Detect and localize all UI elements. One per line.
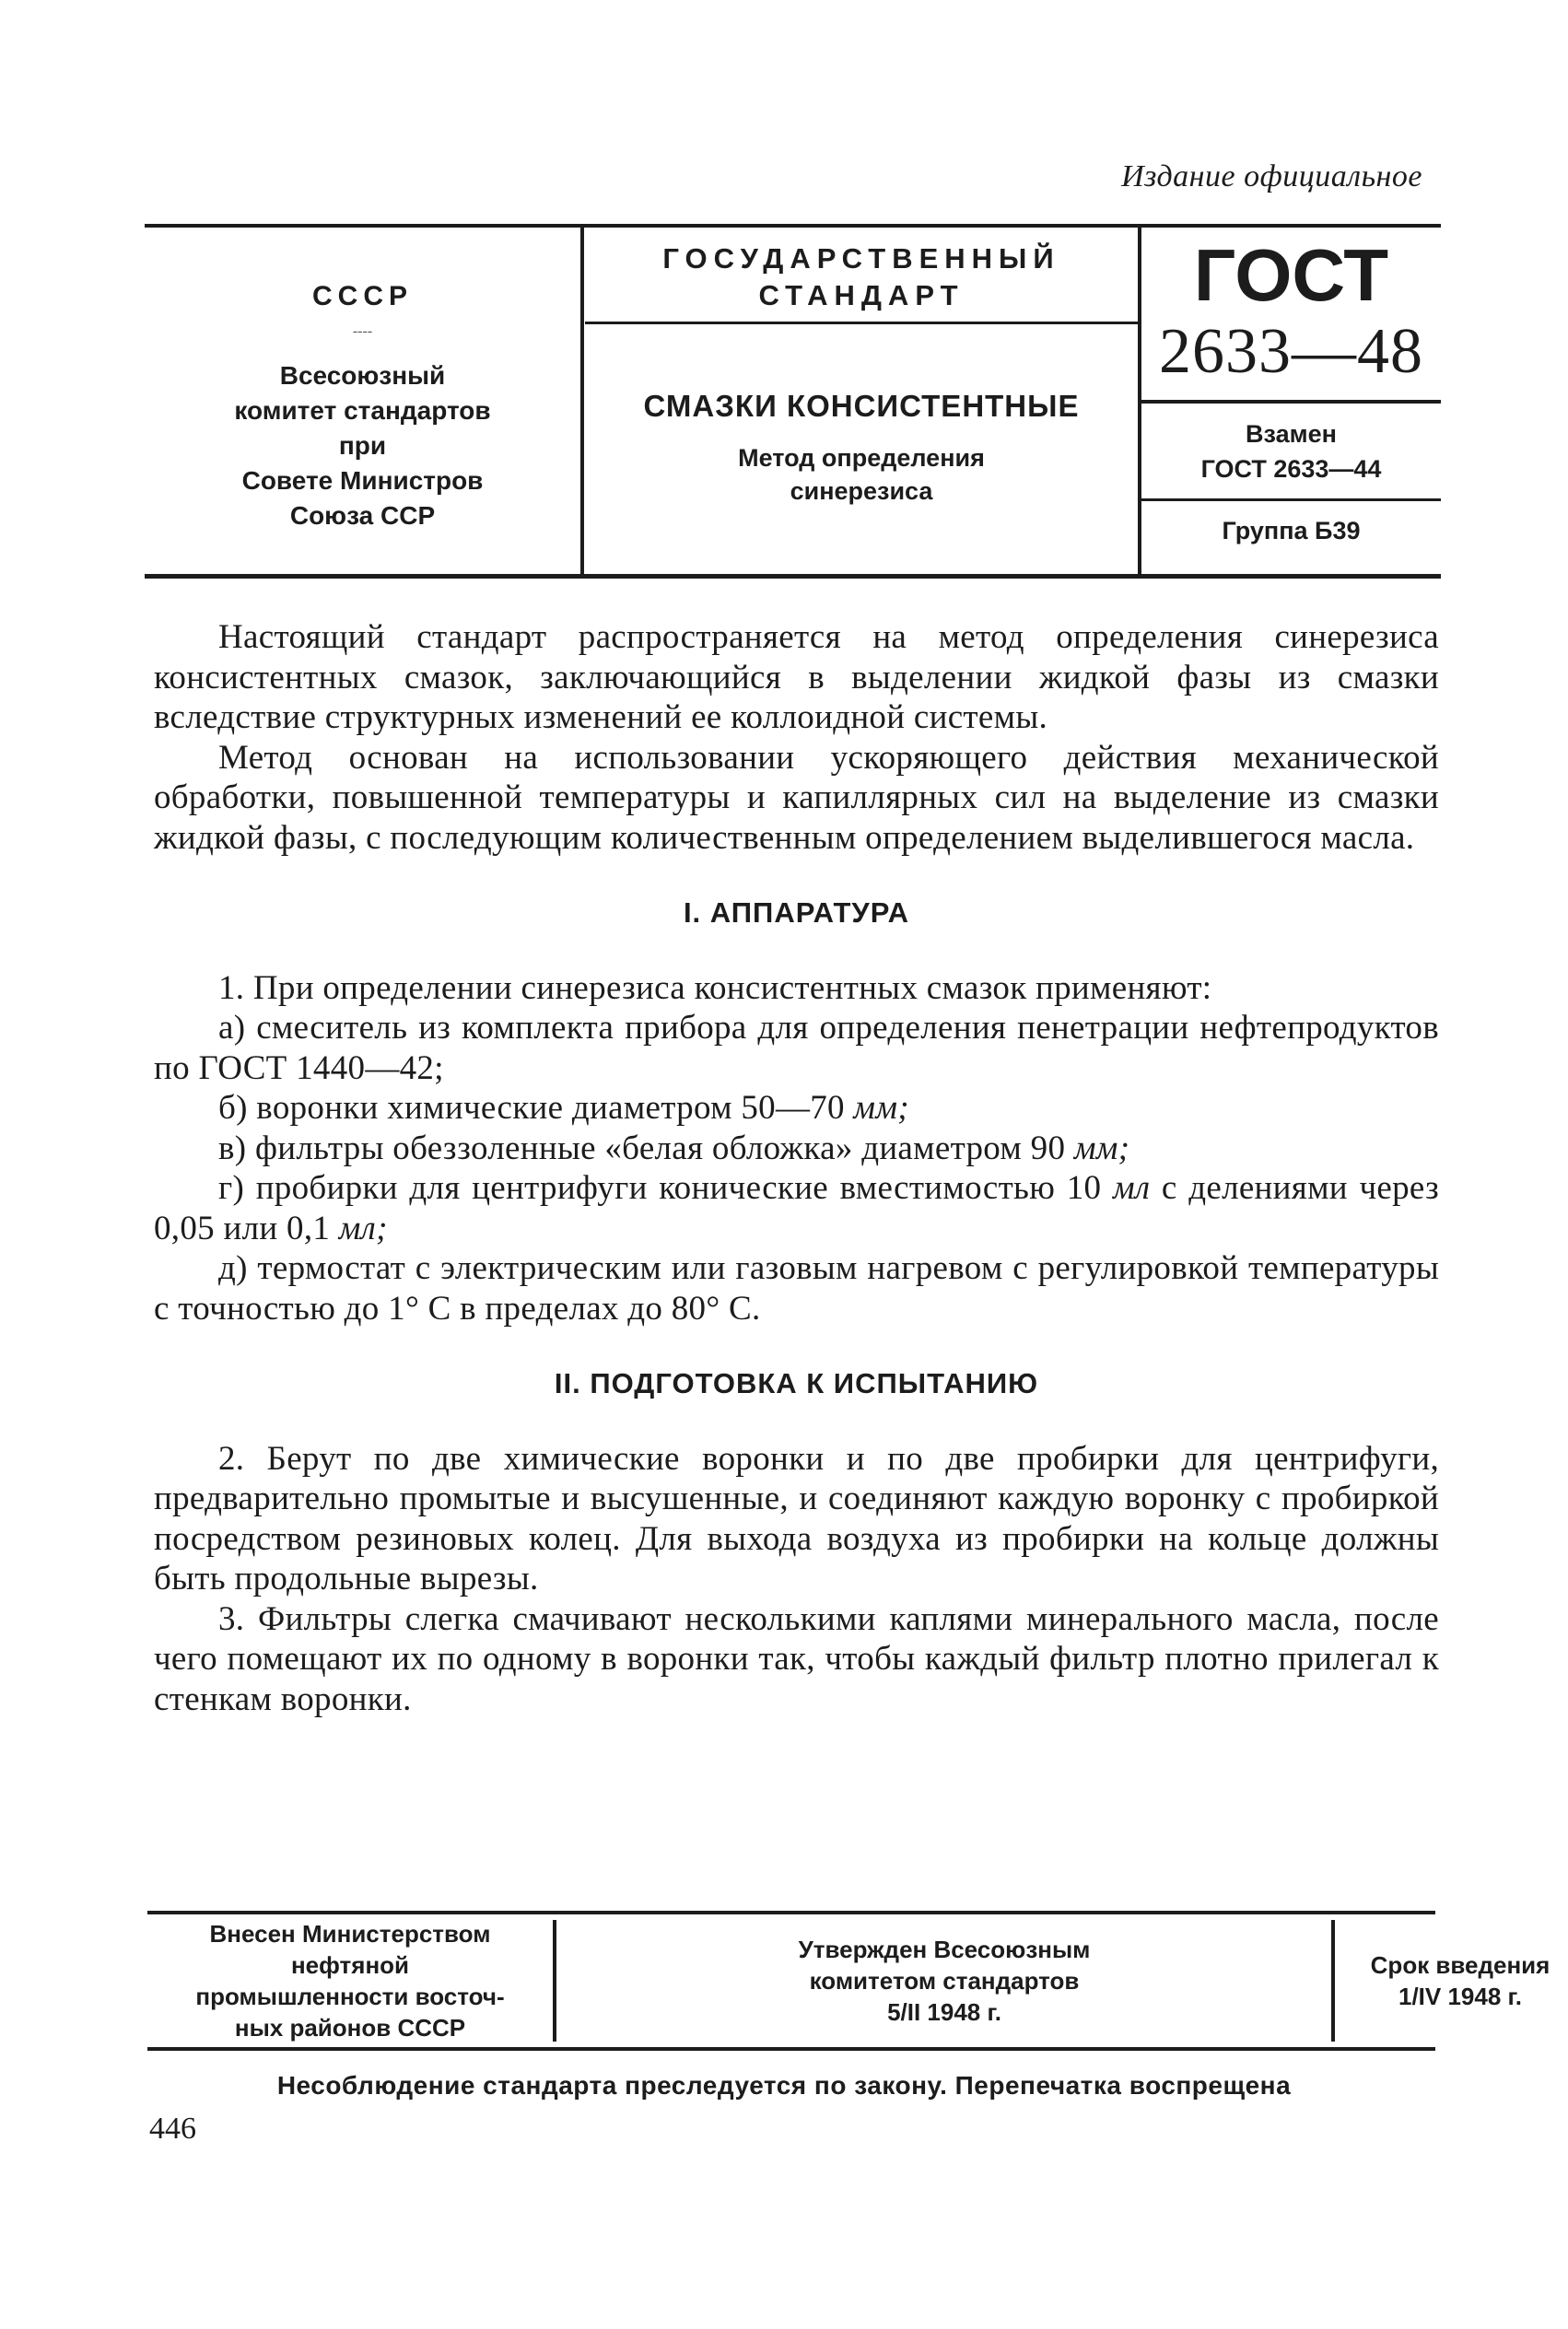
- committee-name: [145, 358, 580, 533]
- country-label: СССР: [311, 281, 413, 311]
- edition-label: Издание официальное: [1121, 159, 1422, 193]
- replaces-line: ГОСТ 2633—44: [1200, 455, 1382, 483]
- apparatus-item: [154, 1168, 1439, 1248]
- gost-label: ГОСТ: [1193, 234, 1389, 316]
- title-divider: [585, 322, 1138, 324]
- apparatus-item-text: б) воронки химические диаметром 50—70: [218, 1089, 854, 1127]
- effective-date-cell: [1336, 1914, 1568, 2047]
- designation-divider: [1141, 400, 1441, 404]
- apparatus-item-text: г) пробирки для центрифуги конические вместимостью 10: [218, 1169, 1113, 1207]
- effective-line: Срок введения: [1370, 1951, 1550, 1979]
- approved-line: комитетом стандартов: [809, 1967, 1080, 1995]
- introduced-line: нефтяной: [290, 1951, 410, 1979]
- standard-subject: СМАЗКИ КОНСИСТЕНТНЫЕ: [643, 389, 1080, 423]
- standard-type: [585, 240, 1138, 314]
- section-title: I. АППАРАТУРА: [683, 896, 910, 929]
- replaces-note: [1141, 416, 1441, 486]
- footer-divider: [1331, 1920, 1335, 2042]
- method-line: Метод определения: [738, 444, 985, 472]
- replaces-line: Взамен: [1246, 420, 1337, 448]
- unit-label: мл: [1112, 1169, 1151, 1207]
- committee-line: Союза ССР: [289, 501, 436, 530]
- approved-line: 5/II 1948 г.: [887, 1998, 1001, 2026]
- unit-label: мл;: [338, 1209, 388, 1247]
- group-code: Группа Б39: [1222, 517, 1361, 544]
- introduced-line: промышленности восточ-: [195, 1983, 505, 2010]
- apparatus-item-text: в) фильтры обеззоленные «белая обложка» диаметром 90: [218, 1129, 1074, 1167]
- page-number: 446: [149, 2112, 196, 2146]
- method-line: синерезиса: [790, 477, 933, 505]
- effective-line: 1/IV 1948 г.: [1398, 1983, 1522, 2010]
- standard-method: [585, 441, 1138, 508]
- intro-paragraph: Метод основан на использовании ускоряющего действия механической обработки, повышенной температуры и капиллярных сил на выделение из смазки жидкой фазы, с последующим количественным определением выделившегося масла.: [154, 738, 1439, 857]
- gost-number: 2633—48: [1159, 316, 1423, 387]
- committee-line: Совете Министров: [241, 466, 484, 495]
- standard-type-line: ГОСУДАРСТВЕННЫЙ: [662, 242, 1060, 275]
- footer-table: [147, 1911, 1550, 2051]
- apparatus-item: [154, 1088, 1439, 1129]
- committee-line: комитет стандартов: [234, 396, 491, 425]
- clause-1: 1. При определении синерезиса консистентных смазок применяют:: [218, 968, 1212, 1007]
- introduced-line: Внесен Министерством: [209, 1920, 491, 1948]
- issuer-cell: [145, 228, 580, 574]
- apparatus-item: [154, 1129, 1439, 1169]
- apparatus-item-text: с делениями через 0,05 или 0,1: [154, 1169, 1440, 1247]
- clause-2: 2. Берут по две химические воронки и по две пробирки для центрифуги, предварительно промытые и высушенные, и соединяют каждую воронку с пробиркой посредством резиновых колец. Для выхода воздуха из пробирки на кольце должны быть продольные вырезы.: [154, 1439, 1439, 1598]
- header-divider: [580, 228, 584, 574]
- standard-type-line: СТАНДАРТ: [758, 279, 965, 311]
- committee-line: Всесоюзный: [279, 361, 446, 390]
- document-body: [154, 617, 1439, 1719]
- introduced-by-cell: [147, 1914, 553, 2047]
- intro-paragraph: Настоящий стандарт распространяется на метод определения синерезиса консистентных смазок, заключающийся в выделении жидкой фазы из смазки вследствие структурных изменений ее коллоидной системы.: [154, 618, 1439, 736]
- section-title: II. ПОДГОТОВКА К ИСПЫТАНИЮ: [554, 1367, 1039, 1399]
- committee-line: при: [338, 431, 387, 460]
- clause-3: 3. Фильтры слегка смачивают несколькими каплями минерального масла, после чего помещают их по одному в воронки так, чтобы каждый фильтр плотно прилегал к стенкам воронки.: [154, 1599, 1439, 1718]
- footer-divider: [553, 1920, 556, 2042]
- approved-line: Утвержден Всесоюзным: [798, 1936, 1091, 1963]
- title-cell: [585, 228, 1138, 574]
- apparatus-item: а) смеситель из комплекта прибора для определения пенетрации нефтепродуктов по ГОСТ 1440—42;: [154, 1009, 1439, 1087]
- designation-divider: [1141, 498, 1441, 501]
- unit-label: мм;: [853, 1089, 909, 1127]
- unit-label: мм;: [1073, 1129, 1130, 1167]
- header-table: [145, 224, 1441, 579]
- apparatus-item: д) термостат с электрическим или газовым нагревом с регулировкой температуры с точностью до 1° С в пределах до 80° С.: [154, 1249, 1439, 1328]
- approved-by-cell: [557, 1914, 1331, 2047]
- introduced-line: ных районов СССР: [234, 2014, 466, 2042]
- separator-dash: ----: [352, 323, 373, 339]
- copyright-warning: Несоблюдение стандарта преследуется по закону. Перепечатка воспрещена: [276, 2071, 1292, 2100]
- designation-cell: [1141, 228, 1441, 574]
